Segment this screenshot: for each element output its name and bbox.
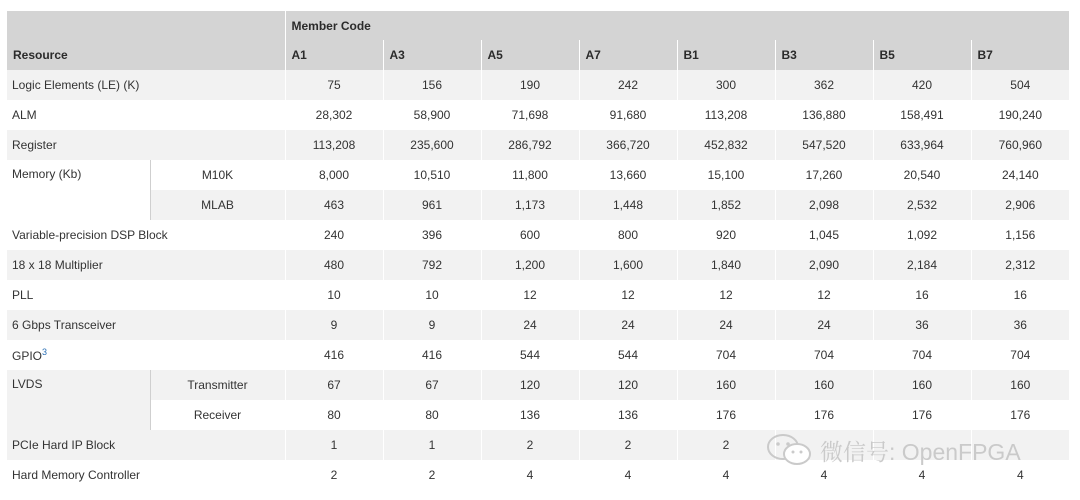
cell-hard-memory-controller-b1: 4	[677, 460, 775, 490]
cell-lvds-tx-a5: 120	[481, 370, 579, 400]
cell-memory-mlab-b3: 2,098	[775, 190, 873, 220]
cell-dsp-block-a7: 800	[579, 220, 677, 250]
cell-dsp-block-a3: 396	[383, 220, 481, 250]
member-header-b7: B7	[971, 40, 1069, 70]
table-row	[7, 280, 1069, 310]
cell-dsp-block-b1: 920	[677, 220, 775, 250]
table-row	[7, 160, 1069, 190]
cell-logic-elements-a1: 75	[285, 70, 383, 100]
cell-lvds-rx-b5: 176	[873, 400, 971, 430]
member-header-a3: A3	[383, 40, 481, 70]
table-header	[7, 11, 1069, 70]
table-row	[7, 250, 1069, 280]
sub-label-m10k: M10K	[150, 160, 285, 190]
member-header-a7: A7	[579, 40, 677, 70]
cell-memory-mlab-a1: 463	[285, 190, 383, 220]
table-row	[7, 430, 1069, 460]
cell-pcie-hard-ip-b7	[971, 430, 1069, 460]
cell-pcie-hard-ip-a3: 1	[383, 430, 481, 460]
row-label-text: Memory (Kb)	[12, 167, 82, 181]
table-row	[7, 130, 1069, 160]
cell-lvds-rx-b7: 176	[971, 400, 1069, 430]
cell-pcie-hard-ip-b5	[873, 430, 971, 460]
row-label-register	[7, 130, 285, 160]
cell-memory-m10k-a5: 11,800	[481, 160, 579, 190]
cell-gpio-a7: 544	[579, 340, 677, 370]
cell-hard-memory-controller-a3: 2	[383, 460, 481, 490]
cell-pcie-hard-ip-a1: 1	[285, 430, 383, 460]
cell-hard-memory-controller-b3: 4	[775, 460, 873, 490]
row-label-text: 18 x 18 Multiplier	[12, 258, 103, 272]
row-label-lvds	[7, 370, 150, 430]
cell-memory-m10k-b5: 20,540	[873, 160, 971, 190]
cell-logic-elements-a7: 242	[579, 70, 677, 100]
member-header-a1: A1	[285, 40, 383, 70]
sub-label-mlab: MLAB	[150, 190, 285, 220]
cell-hard-memory-controller-a5: 4	[481, 460, 579, 490]
cell-memory-m10k-b3: 17,260	[775, 160, 873, 190]
cell-multiplier-a3: 792	[383, 250, 481, 280]
cell-transceiver-a1: 9	[285, 310, 383, 340]
cell-pll-a5: 12	[481, 280, 579, 310]
cell-pcie-hard-ip-b1: 2	[677, 430, 775, 460]
cell-transceiver-b1: 24	[677, 310, 775, 340]
cell-gpio-b7: 704	[971, 340, 1069, 370]
cell-transceiver-a7: 24	[579, 310, 677, 340]
cell-dsp-block-b5: 1,092	[873, 220, 971, 250]
watermark-text: 微信号: OpenFPGA	[820, 438, 1021, 465]
cell-multiplier-b1: 1,840	[677, 250, 775, 280]
sub-label-tx: Transmitter	[150, 370, 285, 400]
cell-memory-m10k-a1: 8,000	[285, 160, 383, 190]
cell-alm-b5: 158,491	[873, 100, 971, 130]
cell-lvds-rx-a7: 136	[579, 400, 677, 430]
cell-memory-m10k-b7: 24,140	[971, 160, 1069, 190]
cell-pll-b3: 12	[775, 280, 873, 310]
cell-multiplier-b7: 2,312	[971, 250, 1069, 280]
cell-gpio-a3: 416	[383, 340, 481, 370]
cell-lvds-rx-b1: 176	[677, 400, 775, 430]
cell-hard-memory-controller-a7: 4	[579, 460, 677, 490]
cell-gpio-a5: 544	[481, 340, 579, 370]
row-label-text: 6 Gbps Transceiver	[12, 318, 117, 332]
row-label-multiplier	[7, 250, 285, 280]
cell-hard-memory-controller-b7: 4	[971, 460, 1069, 490]
cell-logic-elements-b3: 362	[775, 70, 873, 100]
row-label-text: Register	[12, 138, 57, 152]
cell-alm-b1: 113,208	[677, 100, 775, 130]
row-label-gpio	[7, 340, 285, 370]
table-row	[7, 100, 1069, 130]
cell-lvds-rx-a1: 80	[285, 400, 383, 430]
cell-pcie-hard-ip-a5: 2	[481, 430, 579, 460]
cell-memory-mlab-b1: 1,852	[677, 190, 775, 220]
table-row	[7, 220, 1069, 250]
cell-register-a1: 113,208	[285, 130, 383, 160]
cell-register-a5: 286,792	[481, 130, 579, 160]
row-label-transceiver	[7, 310, 285, 340]
table-row	[7, 370, 1069, 400]
cell-memory-mlab-b7: 2,906	[971, 190, 1069, 220]
table-row	[7, 190, 1069, 220]
header-blank	[7, 11, 285, 40]
cell-multiplier-a1: 480	[285, 250, 383, 280]
row-label-text: PLL	[12, 288, 34, 302]
cell-dsp-block-b7: 1,156	[971, 220, 1069, 250]
sub-label-rx: Receiver	[150, 400, 285, 430]
cell-pcie-hard-ip-b3	[775, 430, 873, 460]
cell-transceiver-b7: 36	[971, 310, 1069, 340]
member-header-b3: B3	[775, 40, 873, 70]
cell-dsp-block-b3: 1,045	[775, 220, 873, 250]
cell-lvds-tx-a3: 67	[383, 370, 481, 400]
member-code-header: Member Code	[285, 11, 1069, 40]
cell-lvds-rx-a3: 80	[383, 400, 481, 430]
cell-pll-b5: 16	[873, 280, 971, 310]
cell-transceiver-a3: 9	[383, 310, 481, 340]
cell-pcie-hard-ip-a7: 2	[579, 430, 677, 460]
cell-alm-b3: 136,880	[775, 100, 873, 130]
cell-alm-b7: 190,240	[971, 100, 1069, 130]
table-row	[7, 400, 1069, 430]
cell-logic-elements-a3: 156	[383, 70, 481, 100]
member-header-a5: A5	[481, 40, 579, 70]
cell-multiplier-b5: 2,184	[873, 250, 971, 280]
spec-table-container	[7, 11, 1069, 490]
table-body	[7, 70, 1069, 490]
row-label-text: GPIO	[12, 349, 43, 363]
cell-memory-mlab-a3: 961	[383, 190, 481, 220]
cell-memory-mlab-a5: 1,173	[481, 190, 579, 220]
cell-dsp-block-a5: 600	[481, 220, 579, 250]
table-row	[7, 70, 1069, 100]
row-label-memory	[7, 160, 150, 220]
cell-register-b1: 452,832	[677, 130, 775, 160]
row-label-pcie-hard-ip	[7, 430, 285, 460]
row-label-text: ALM	[12, 108, 37, 122]
cell-memory-m10k-a3: 10,510	[383, 160, 481, 190]
row-label-alm	[7, 100, 285, 130]
cell-alm-a3: 58,900	[383, 100, 481, 130]
cell-multiplier-a7: 1,600	[579, 250, 677, 280]
cell-lvds-tx-b3: 160	[775, 370, 873, 400]
cell-memory-m10k-a7: 13,660	[579, 160, 677, 190]
row-label-pll	[7, 280, 285, 310]
cell-logic-elements-b7: 504	[971, 70, 1069, 100]
cell-memory-mlab-a7: 1,448	[579, 190, 677, 220]
cell-register-b5: 633,964	[873, 130, 971, 160]
cell-register-a7: 366,720	[579, 130, 677, 160]
cell-lvds-tx-b1: 160	[677, 370, 775, 400]
cell-transceiver-b3: 24	[775, 310, 873, 340]
cell-alm-a1: 28,302	[285, 100, 383, 130]
footnote-link[interactable]: 3	[42, 347, 48, 357]
row-label-text: PCIe Hard IP Block	[12, 438, 116, 452]
cell-lvds-tx-b5: 160	[873, 370, 971, 400]
device-resource-table	[7, 11, 1069, 490]
cell-alm-a7: 91,680	[579, 100, 677, 130]
cell-lvds-tx-b7: 160	[971, 370, 1069, 400]
cell-gpio-b5: 704	[873, 340, 971, 370]
cell-hard-memory-controller-b5: 4	[873, 460, 971, 490]
row-label-text: Variable-precision DSP Block	[12, 228, 168, 242]
cell-multiplier-a5: 1,200	[481, 250, 579, 280]
cell-pll-b1: 12	[677, 280, 775, 310]
cell-transceiver-a5: 24	[481, 310, 579, 340]
table-row	[7, 340, 1069, 370]
row-label-dsp-block	[7, 220, 285, 250]
cell-lvds-rx-a5: 136	[481, 400, 579, 430]
table-row	[7, 460, 1069, 490]
cell-lvds-tx-a7: 120	[579, 370, 677, 400]
cell-alm-a5: 71,698	[481, 100, 579, 130]
cell-hard-memory-controller-a1: 2	[285, 460, 383, 490]
cell-gpio-a1: 416	[285, 340, 383, 370]
cell-memory-mlab-b5: 2,532	[873, 190, 971, 220]
row-label-text: Hard Memory Controller	[12, 468, 141, 482]
row-label-logic-elements	[7, 70, 285, 100]
cell-register-a3: 235,600	[383, 130, 481, 160]
member-header-b5: B5	[873, 40, 971, 70]
cell-transceiver-b5: 36	[873, 310, 971, 340]
cell-lvds-tx-a1: 67	[285, 370, 383, 400]
cell-pll-a3: 10	[383, 280, 481, 310]
cell-gpio-b1: 704	[677, 340, 775, 370]
cell-logic-elements-b1: 300	[677, 70, 775, 100]
cell-pll-a7: 12	[579, 280, 677, 310]
cell-pll-a1: 10	[285, 280, 383, 310]
cell-register-b3: 547,520	[775, 130, 873, 160]
row-label-hard-memory-controller	[7, 460, 285, 490]
cell-logic-elements-a5: 190	[481, 70, 579, 100]
cell-lvds-rx-b3: 176	[775, 400, 873, 430]
cell-pll-b7: 16	[971, 280, 1069, 310]
cell-dsp-block-a1: 240	[285, 220, 383, 250]
cell-gpio-b3: 704	[775, 340, 873, 370]
cell-memory-m10k-b1: 15,100	[677, 160, 775, 190]
resource-header: Resource	[7, 40, 285, 70]
row-label-text: LVDS	[12, 377, 43, 391]
table-row	[7, 310, 1069, 340]
member-header-b1: B1	[677, 40, 775, 70]
cell-register-b7: 760,960	[971, 130, 1069, 160]
row-label-text: Logic Elements (LE) (K)	[12, 78, 140, 92]
cell-logic-elements-b5: 420	[873, 70, 971, 100]
cell-multiplier-b3: 2,090	[775, 250, 873, 280]
